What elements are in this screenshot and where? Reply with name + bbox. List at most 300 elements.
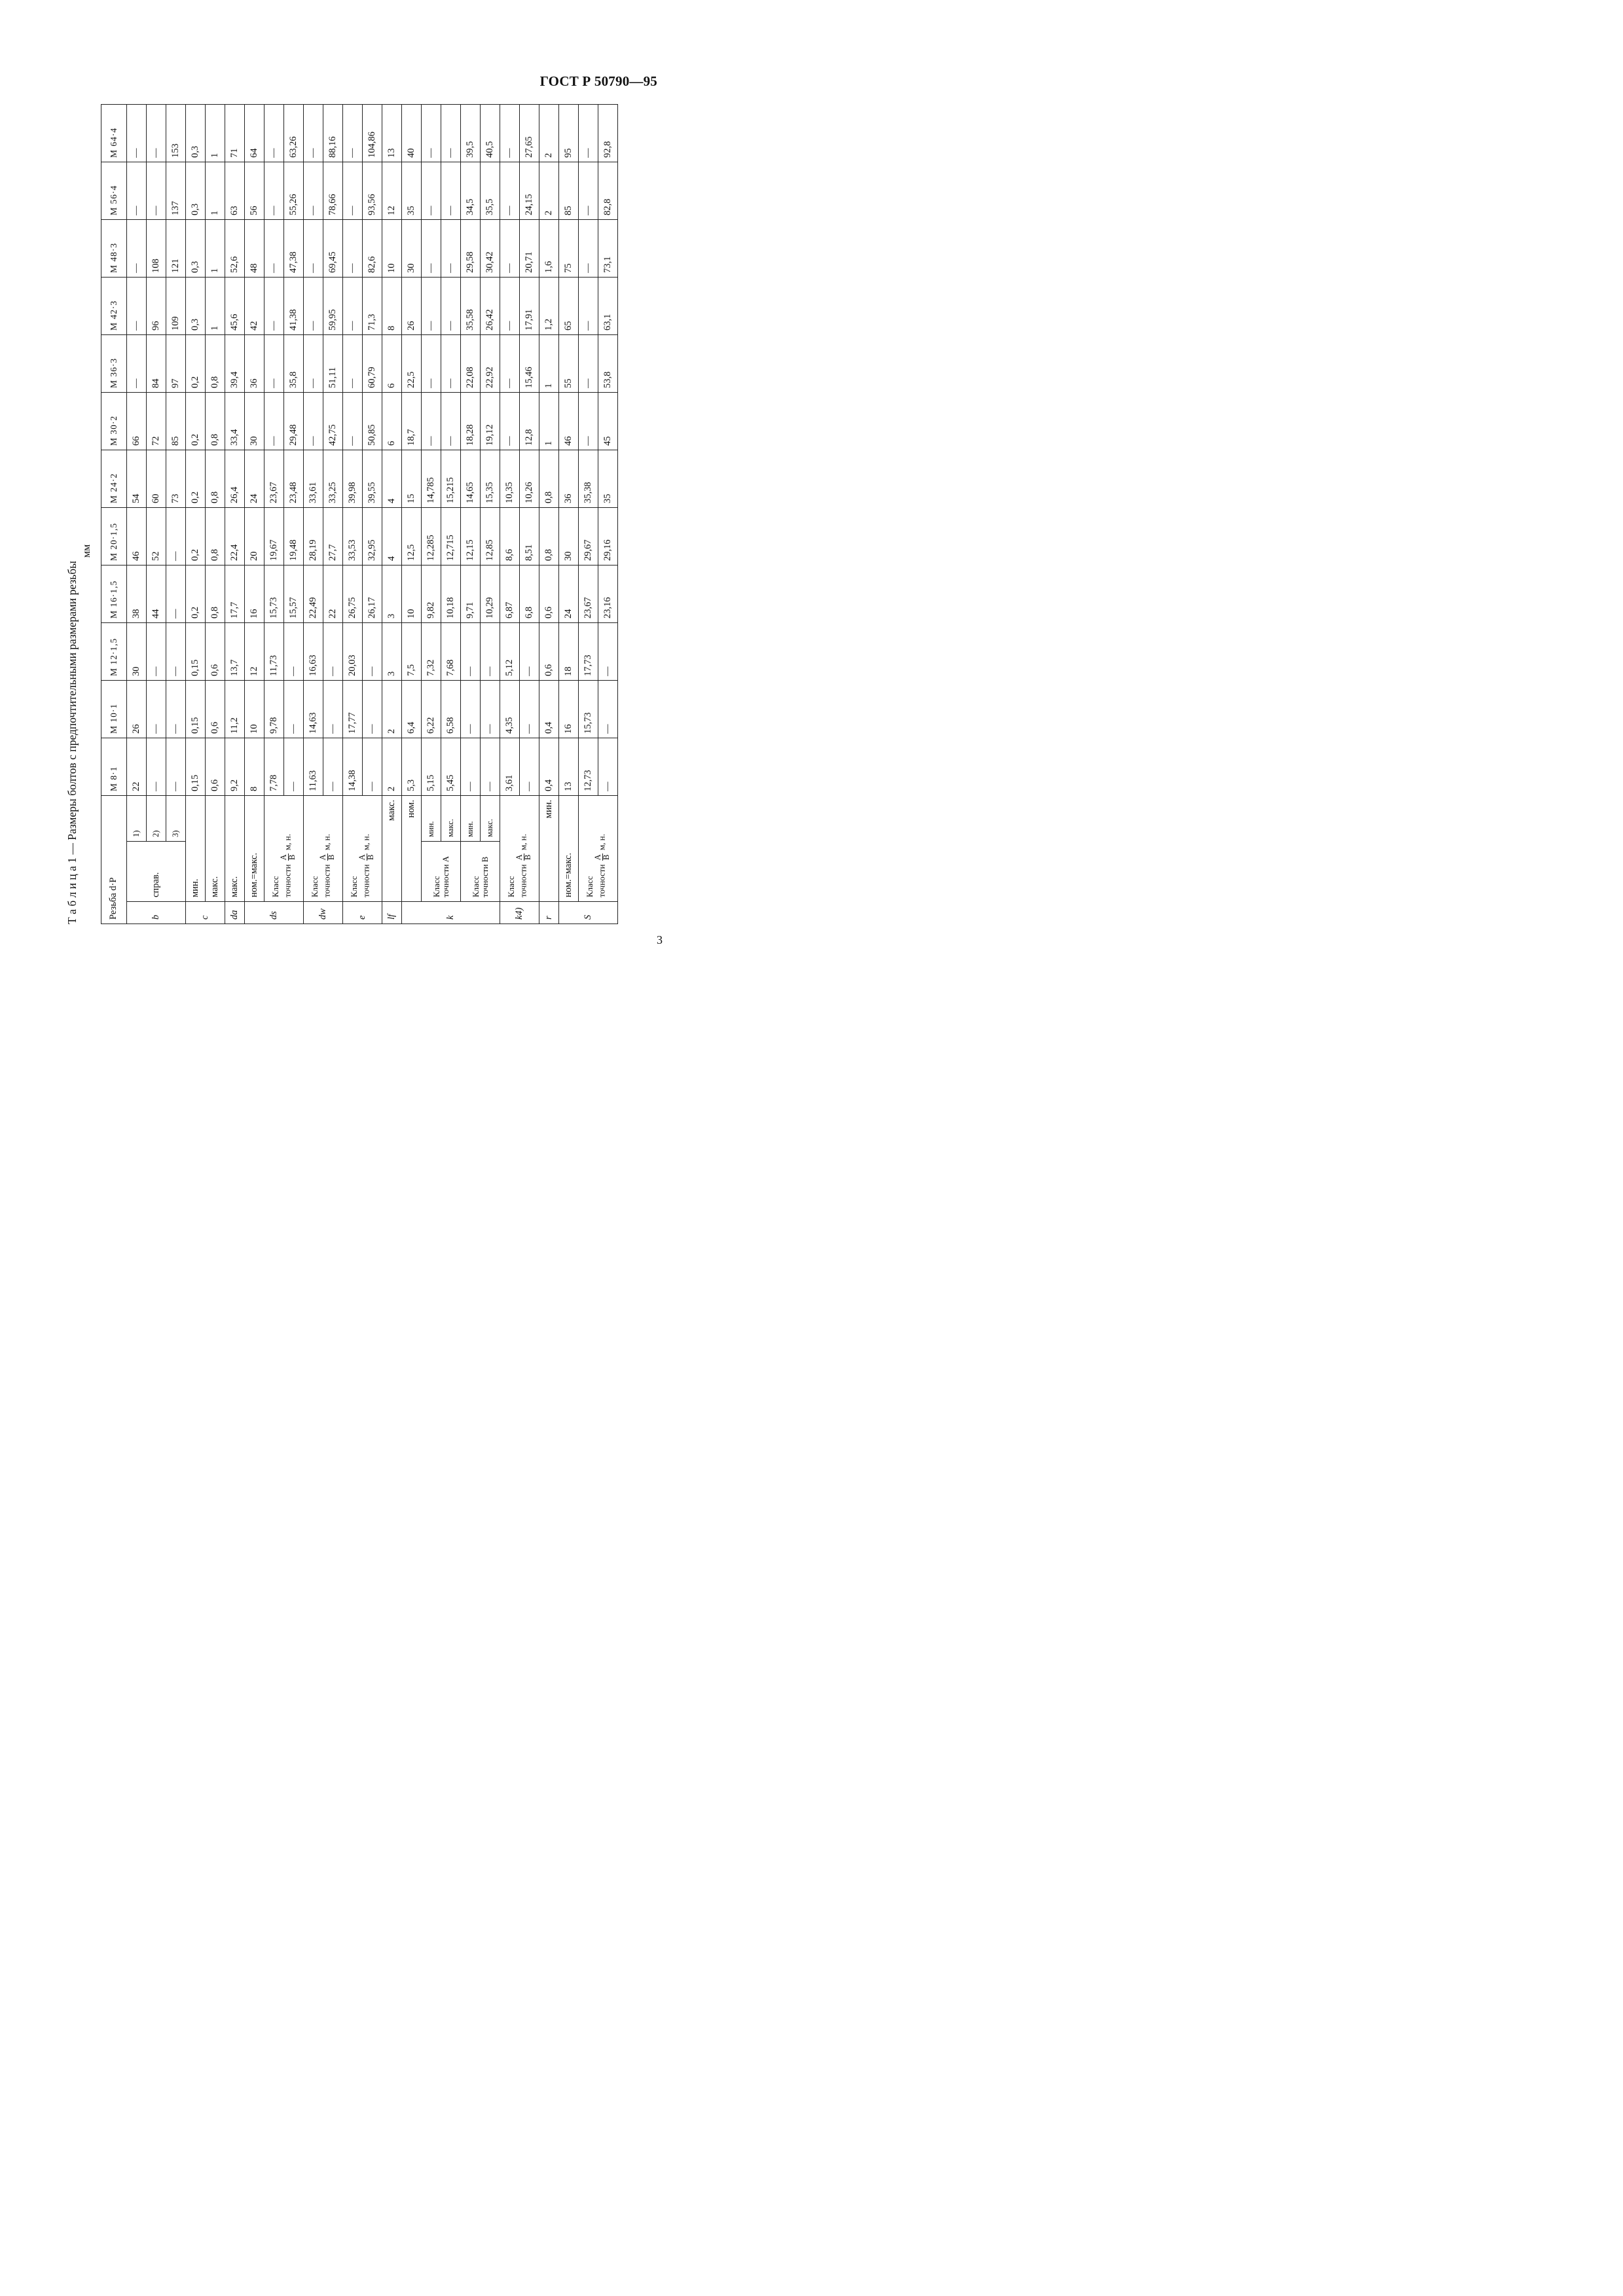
table-cell: — [422, 220, 441, 278]
table-cell: 18 [559, 623, 579, 681]
table-cell: 71,3 [363, 278, 382, 335]
table-cell: 14,65 [461, 450, 481, 508]
table-cell: — [127, 278, 147, 335]
table-cell: 7,78 [264, 738, 284, 796]
column-header: M 10·1 [101, 681, 127, 738]
table-cell: 24 [245, 450, 264, 508]
accuracy-word: точности [361, 864, 371, 897]
table-cell: 109 [166, 278, 186, 335]
table-cell: 0,2 [186, 508, 206, 565]
table-cell: 12,285 [422, 508, 441, 565]
table-cell: — [363, 681, 382, 738]
table-cell: 7,68 [441, 623, 461, 681]
table-cell: — [304, 162, 323, 220]
column-header: M 64·4 [101, 105, 127, 162]
table-row [166, 105, 186, 924]
table-cell: 9,82 [422, 565, 441, 623]
table-cell: 12,15 [461, 508, 481, 565]
table-cell: 22 [323, 565, 343, 623]
param-k-symbol: k [402, 902, 500, 924]
table-row [245, 105, 264, 924]
table-row [481, 105, 500, 924]
table-cell: 26,42 [481, 278, 500, 335]
table-cell: — [598, 738, 618, 796]
table-row [343, 105, 363, 924]
class-fraction [280, 853, 297, 861]
table-cell: — [363, 623, 382, 681]
param-lf-symbol: lf [382, 902, 402, 924]
table-cell: 23,67 [264, 450, 284, 508]
table-cell: 12 [245, 623, 264, 681]
table-cell: 19,12 [481, 393, 500, 450]
table-cell: 3 [382, 623, 402, 681]
table-cell: — [422, 162, 441, 220]
table-cell: 1 [206, 220, 225, 278]
table-cell: 65 [559, 278, 579, 335]
table-cell: 17,77 [343, 681, 363, 738]
table-cell: 9,71 [461, 565, 481, 623]
table-cell: — [441, 335, 461, 393]
column-header: M 56·4 [101, 162, 127, 220]
table-cell: 10,26 [520, 450, 539, 508]
param-da-max-label: макс. [225, 796, 245, 902]
column-header: M 12·1,5 [101, 623, 127, 681]
table-cell: 20,03 [343, 623, 363, 681]
class-word: Класс [585, 876, 595, 897]
table-cell: 6,22 [422, 681, 441, 738]
table-cell: 13 [559, 738, 579, 796]
class-fraction-bottom: B [365, 854, 375, 860]
table-row [402, 105, 422, 924]
table-cell: 22 [127, 738, 147, 796]
table-cell: 55 [559, 335, 579, 393]
table-cell: — [264, 105, 284, 162]
grade-label: м, н. [282, 834, 293, 851]
table-cell: — [166, 508, 186, 565]
table-cell: — [284, 623, 304, 681]
table-cell: 0,6 [539, 623, 559, 681]
table-cell: 23,16 [598, 565, 618, 623]
table-cell: 84 [147, 335, 166, 393]
table-cell: 0,15 [186, 738, 206, 796]
class-word: Класс [470, 876, 481, 897]
table-cell: 63 [225, 162, 245, 220]
table-cell: 0,6 [206, 738, 225, 796]
column-header: M 48·3 [101, 220, 127, 278]
table-cell: 16 [559, 681, 579, 738]
table-cell: 27,7 [323, 508, 343, 565]
accuracy-word: точности [440, 864, 450, 897]
class-fraction-top: A [278, 854, 288, 861]
table-cell: — [481, 623, 500, 681]
class-word: Класс [349, 876, 359, 897]
footnote-ref: 2) [147, 796, 166, 842]
table-cell: 5,12 [500, 623, 520, 681]
column-header: M 24·2 [101, 450, 127, 508]
class-fraction-top: A [514, 854, 524, 861]
table-cell: — [166, 623, 186, 681]
table-row [539, 105, 559, 924]
table-cell: — [579, 278, 598, 335]
table-cell: — [461, 738, 481, 796]
footnote-ref: 3) [166, 796, 186, 842]
table-cell: 20 [245, 508, 264, 565]
table-cell: — [304, 278, 323, 335]
table-cell: — [598, 681, 618, 738]
table-row [441, 105, 461, 924]
table-cell: 45 [598, 393, 618, 450]
table-cell: 15,35 [481, 450, 500, 508]
table-cell: 2 [539, 105, 559, 162]
table-cell: 4 [382, 450, 402, 508]
table-cell: 10,29 [481, 565, 500, 623]
table-cell: 19,67 [264, 508, 284, 565]
table-cell: — [264, 162, 284, 220]
table-cell: 33,61 [304, 450, 323, 508]
table-cell: 5,15 [422, 738, 441, 796]
table-cell: 12 [382, 162, 402, 220]
accuracy-class-label [343, 796, 382, 902]
table-cell: 26 [402, 278, 422, 335]
table-cell: 6 [382, 393, 402, 450]
table-cell: 16,63 [304, 623, 323, 681]
table-cell: 4 [382, 508, 402, 565]
table-cell: 0,4 [539, 681, 559, 738]
table-cell: 73 [166, 450, 186, 508]
table-cell: 2 [382, 738, 402, 796]
param-r-symbol: r [539, 902, 559, 924]
table-cell: 52,6 [225, 220, 245, 278]
table-cell: 0,3 [186, 105, 206, 162]
table-cell: 10,18 [441, 565, 461, 623]
table-cell: — [363, 738, 382, 796]
accuracy-word: точности [479, 864, 490, 897]
table-cell: 121 [166, 220, 186, 278]
table-cell: 0,3 [186, 220, 206, 278]
table-cell: 6,4 [402, 681, 422, 738]
table-cell: 63,26 [284, 105, 304, 162]
grade-label: м, н. [361, 834, 371, 851]
grade-label: м, н. [596, 834, 607, 851]
table-cell: — [579, 335, 598, 393]
table-cell: — [264, 335, 284, 393]
class-fraction [516, 853, 532, 861]
table-cell: 46 [127, 508, 147, 565]
table-cell: — [500, 162, 520, 220]
table-row [264, 105, 284, 924]
table-cell: 1 [206, 105, 225, 162]
table-cell: 22,49 [304, 565, 323, 623]
table-cell: 20,71 [520, 220, 539, 278]
table-cell: 85 [559, 162, 579, 220]
table-cell: 11,63 [304, 738, 323, 796]
accuracy-word: точности [518, 864, 528, 897]
table-cell: — [304, 393, 323, 450]
page-number: 3 [657, 933, 663, 946]
param-e-symbol: e [343, 902, 382, 924]
table-cell: 18,28 [461, 393, 481, 450]
table-cell: 32,95 [363, 508, 382, 565]
table-cell: 18,7 [402, 393, 422, 450]
table-cell: 7,5 [402, 623, 422, 681]
table-cell: 38 [127, 565, 147, 623]
table-cell: — [500, 278, 520, 335]
table-cell: 82,8 [598, 162, 618, 220]
table-cell: 95 [559, 105, 579, 162]
table-cell: — [304, 105, 323, 162]
table-cell: 73,1 [598, 220, 618, 278]
table-cell: 60,79 [363, 335, 382, 393]
table-cell: 33,53 [343, 508, 363, 565]
table-cell: 92,8 [598, 105, 618, 162]
accuracy-class-label [304, 796, 343, 902]
table-cell: — [481, 738, 500, 796]
table-unit: мм [81, 544, 92, 558]
table-cell: 6 [382, 335, 402, 393]
table-row [559, 105, 579, 924]
table-cell: — [441, 393, 461, 450]
table-cell: 36 [245, 335, 264, 393]
table-cell: 51,11 [323, 335, 343, 393]
table-cell: — [579, 393, 598, 450]
table-cell: 22,92 [481, 335, 500, 393]
bolt-dimensions-table [101, 104, 618, 924]
table-cell: 0,8 [539, 450, 559, 508]
column-header: M 30·2 [101, 393, 127, 450]
accuracy-class-b-label [461, 842, 500, 902]
table-cell: 23,67 [579, 565, 598, 623]
table-cell: 35,5 [481, 162, 500, 220]
accuracy-word: точности [596, 864, 607, 897]
class-fraction-bottom: B [287, 854, 297, 860]
table-cell: — [422, 393, 441, 450]
table-cell: 8,6 [500, 508, 520, 565]
table-cell: — [147, 162, 166, 220]
table-cell: — [147, 681, 166, 738]
column-header: M 36·3 [101, 335, 127, 393]
table-cell: 0,15 [186, 623, 206, 681]
class-word: Класс [506, 876, 517, 897]
table-cell: 41,38 [284, 278, 304, 335]
table-cell: — [166, 738, 186, 796]
table-cell: — [343, 220, 363, 278]
table-cell: — [323, 738, 343, 796]
table-cell: 9,2 [225, 738, 245, 796]
table-cell: 12,715 [441, 508, 461, 565]
table-cell: — [284, 738, 304, 796]
table-cell: 26,75 [343, 565, 363, 623]
table-cell: 29,16 [598, 508, 618, 565]
table-cell: 11,73 [264, 623, 284, 681]
table-cell: 0,2 [186, 565, 206, 623]
table-cell: 44 [147, 565, 166, 623]
table-cell: 55,26 [284, 162, 304, 220]
table-cell: 29,58 [461, 220, 481, 278]
table-cell: — [500, 335, 520, 393]
table-cell: 13,7 [225, 623, 245, 681]
table-cell: 23,48 [284, 450, 304, 508]
table-cell: 0,8 [206, 508, 225, 565]
table-cell: — [441, 278, 461, 335]
table-cell: 36 [559, 450, 579, 508]
table-cell: 35,8 [284, 335, 304, 393]
table-cell: 59,95 [323, 278, 343, 335]
table-row [461, 105, 481, 924]
table-cell: 1 [206, 162, 225, 220]
table-cell: 66 [127, 393, 147, 450]
table-cell: — [481, 681, 500, 738]
table-cell: 42,75 [323, 393, 343, 450]
accuracy-class-label [264, 796, 304, 902]
table-cell: — [520, 623, 539, 681]
table-cell: — [500, 105, 520, 162]
table-row [206, 105, 225, 924]
table-cell: 15,215 [441, 450, 461, 508]
table-cell: 6,87 [500, 565, 520, 623]
table-cell: 71 [225, 105, 245, 162]
table-cell: 93,56 [363, 162, 382, 220]
table-cell: 35 [598, 450, 618, 508]
table-cell: 0,2 [186, 335, 206, 393]
table-cell: 29,48 [284, 393, 304, 450]
table-cell: — [598, 623, 618, 681]
param-b-symbol: b [127, 902, 186, 924]
table-cell: 54 [127, 450, 147, 508]
param-r-min-label: мин. [539, 796, 559, 902]
class-fraction-top: A [318, 854, 327, 861]
table-cell: — [343, 393, 363, 450]
table-cell: 48 [245, 220, 264, 278]
column-header: M 42·3 [101, 278, 127, 335]
table-cell: 63,1 [598, 278, 618, 335]
param-k4-symbol: k4) [500, 902, 539, 924]
table-cell: — [323, 623, 343, 681]
table-cell: 39,55 [363, 450, 382, 508]
table-row [147, 105, 166, 924]
table-cell: 14,38 [343, 738, 363, 796]
table-cell: 33,4 [225, 393, 245, 450]
table-row [422, 105, 441, 924]
table-cell: 10 [382, 220, 402, 278]
table-cell: 24,15 [520, 162, 539, 220]
accuracy-word: точности [321, 864, 332, 897]
param-c-max-label: макс. [206, 796, 225, 902]
class-word: Класс [270, 876, 281, 897]
table-cell: 39,4 [225, 335, 245, 393]
table-cell: — [422, 105, 441, 162]
table-cell: — [147, 105, 166, 162]
table-cell: — [579, 162, 598, 220]
param-k-nom-label: ном. [402, 796, 422, 902]
table-cell: 26,17 [363, 565, 382, 623]
table-cell: 137 [166, 162, 186, 220]
table-cell: 0,2 [186, 393, 206, 450]
table-cell: 24 [559, 565, 579, 623]
table-cell: 0,8 [206, 335, 225, 393]
table-cell: 56 [245, 162, 264, 220]
table-cell: 3,61 [500, 738, 520, 796]
table-cell: 28,19 [304, 508, 323, 565]
table-cell: — [461, 623, 481, 681]
grade-label: м, н. [518, 834, 528, 851]
table-cell: 104,86 [363, 105, 382, 162]
class-b-letter: B [479, 856, 490, 863]
param-s-nom-label: ном.=макс. [559, 796, 579, 902]
table-cell: 22,4 [225, 508, 245, 565]
class-fraction-bottom: B [522, 854, 532, 860]
table-cell: 7,32 [422, 623, 441, 681]
table-cell: — [166, 681, 186, 738]
accuracy-word: точности [282, 864, 293, 897]
table-cell: 39,5 [461, 105, 481, 162]
table-cell: 1,2 [539, 278, 559, 335]
table-cell: 17,91 [520, 278, 539, 335]
table-cell: 29,67 [579, 508, 598, 565]
table-cell: 10,35 [500, 450, 520, 508]
table-cell: 22,08 [461, 335, 481, 393]
table-cell: 0,6 [539, 565, 559, 623]
table-cell: 15,57 [284, 565, 304, 623]
class-fraction-top: A [593, 854, 602, 861]
table-cell: 4,35 [500, 681, 520, 738]
table-cell: 3 [382, 565, 402, 623]
table-cell: — [441, 220, 461, 278]
table-cell: 8 [382, 278, 402, 335]
param-c-symbol: c [186, 902, 225, 924]
table-cell: 27,65 [520, 105, 539, 162]
table-cell: 6,8 [520, 565, 539, 623]
table-cell: 85 [166, 393, 186, 450]
table-cell: 17,7 [225, 565, 245, 623]
table-cell: 15,73 [579, 681, 598, 738]
table-cell: — [264, 393, 284, 450]
table-cell: 6,58 [441, 681, 461, 738]
table-row [304, 105, 323, 924]
table-cell: — [441, 105, 461, 162]
table-cell: 12,73 [579, 738, 598, 796]
table-cell: 46 [559, 393, 579, 450]
table-cell: — [304, 220, 323, 278]
param-b-note: справ. [127, 842, 186, 902]
table-cell: — [147, 738, 166, 796]
grade-label: м, н. [321, 834, 332, 851]
table-cell: 69,45 [323, 220, 343, 278]
table-cell: — [264, 220, 284, 278]
table-cell: — [127, 162, 147, 220]
document-header: ГОСТ Р 50790—95 [539, 73, 657, 89]
accuracy-class-a-label [422, 842, 461, 902]
table-cell: — [441, 162, 461, 220]
table-row [225, 105, 245, 924]
table-cell: — [166, 565, 186, 623]
table-cell: — [579, 105, 598, 162]
table-row [500, 105, 520, 924]
table-cell: — [147, 623, 166, 681]
table-cell: — [304, 335, 323, 393]
table-cell: 35,38 [579, 450, 598, 508]
table-cell: — [264, 278, 284, 335]
class-fraction [594, 853, 611, 861]
table-caption: Т а б л и ц а 1 — Размеры болтов с предпочтительными размерами резьбы [65, 561, 79, 924]
table-cell: 2 [382, 681, 402, 738]
max-label: макс. [441, 796, 461, 842]
table-cell: 1 [206, 278, 225, 335]
table-cell: 15,46 [520, 335, 539, 393]
accuracy-class-label [579, 796, 618, 902]
table-cell: 30 [245, 393, 264, 450]
table-cell: 0,3 [186, 162, 206, 220]
table-cell: 82,6 [363, 220, 382, 278]
